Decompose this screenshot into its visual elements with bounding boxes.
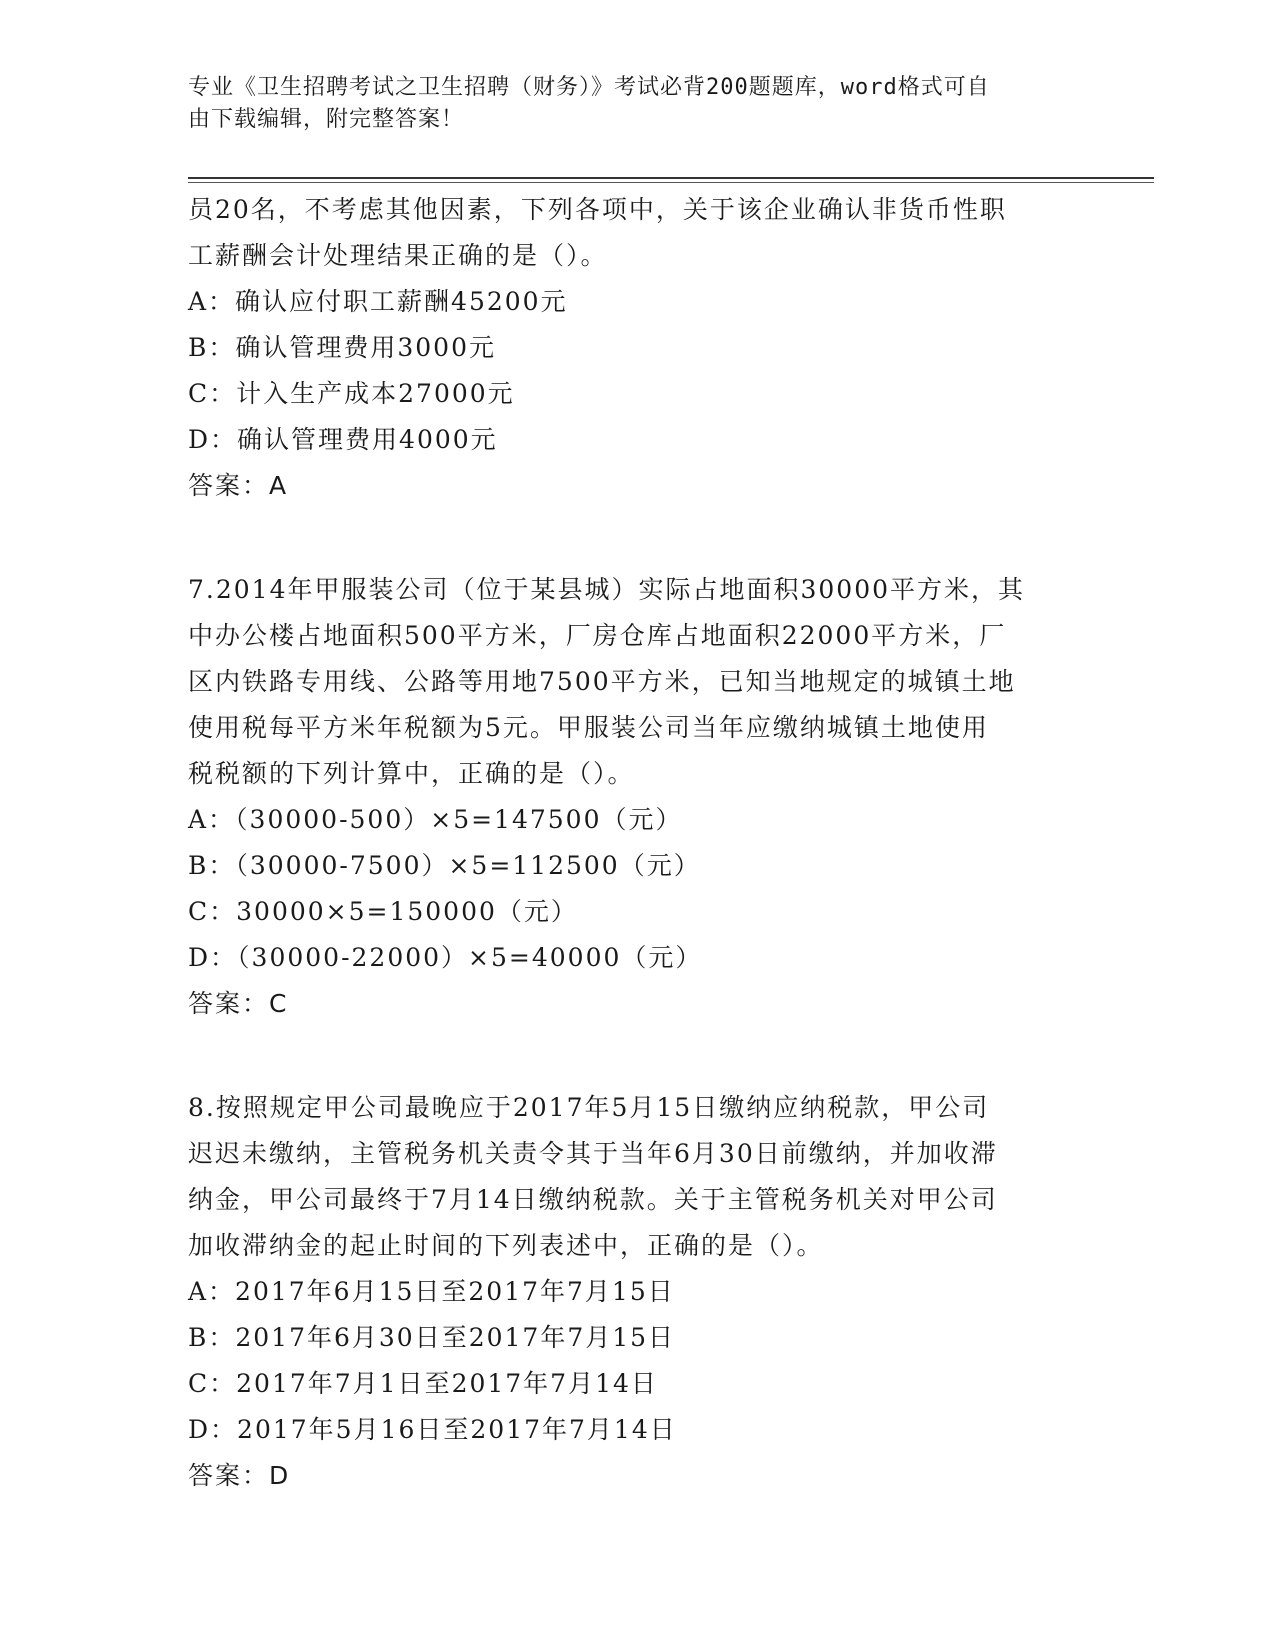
spacer: [188, 509, 1088, 567]
answer-line: 答案：D: [188, 1461, 291, 1490]
option-b: B：确认管理费用3000元: [188, 333, 496, 362]
question-6: [188, 187, 1088, 509]
option-d: D：2017年5月16日至2017年7月14日: [188, 1415, 677, 1444]
question-list: [188, 187, 1088, 1499]
question-text-line: 工薪酬会计处理结果正确的是（）。: [188, 241, 608, 270]
option-a: A：（30000-500）×5=147500（元）: [188, 805, 683, 834]
question-text-line: 加收滞纳金的起止时间的下列表述中，正确的是（）。: [188, 1231, 824, 1260]
question-7: [188, 567, 1088, 1027]
answer-line: 答案：C: [188, 989, 289, 1018]
question-text-line: 7.2014年甲服装公司（位于某县城）实际占地面积30000平方米，其: [188, 575, 1026, 604]
option-d: D：（30000-22000）×5=40000（元）: [188, 943, 703, 972]
question-text-line: 迟迟未缴纳，主管税务机关责令其于当年6月30日前缴纳，并加收滞: [188, 1139, 998, 1168]
header-divider: [188, 177, 1154, 179]
question-text-line: 使用税每平方米年税额为5元。甲服装公司当年应缴纳城镇土地使用: [188, 713, 989, 742]
question-text-line: 税税额的下列计算中，正确的是（）。: [188, 759, 635, 788]
question-text-line: 8.按照规定甲公司最晚应于2017年5月15日缴纳应纳税款，甲公司: [188, 1093, 990, 1122]
question-text-line: 中办公楼占地面积500平方米，厂房仓库占地面积22000平方米，厂: [188, 621, 1007, 650]
option-b: B：2017年6月30日至2017年7月15日: [188, 1323, 676, 1352]
option-c: C：30000×5=150000（元）: [188, 897, 578, 926]
option-d: D：确认管理费用4000元: [188, 425, 498, 454]
header-title-line-2: 由下载编辑，附完整答案！: [188, 107, 465, 132]
answer-line: 答案：A: [188, 471, 289, 500]
spacer: [188, 1027, 1088, 1085]
option-c: C：2017年7月1日至2017年7月14日: [188, 1369, 658, 1398]
option-a: A：2017年6月15日至2017年7月15日: [188, 1277, 675, 1306]
header-divider-thin: [188, 182, 1154, 183]
question-8: [188, 1085, 1088, 1499]
option-c: C：计入生产成本27000元: [188, 379, 515, 408]
header-title-line-1: 专业《卫生招聘考试之卫生招聘（财务）》考试必背200题题库，word格式可自: [188, 75, 990, 100]
option-a: A：确认应付职工薪酬45200元: [188, 287, 568, 316]
option-b: B：（30000-7500）×5=112500（元）: [188, 851, 701, 880]
question-text-line: 区内铁路专用线、公路等用地7500平方米，已知当地规定的城镇土地: [188, 667, 1016, 696]
question-text-line: 纳金，甲公司最终于7月14日缴纳税款。关于主管税务机关对甲公司: [188, 1185, 998, 1214]
question-text-line: 员20名，不考虑其他因素，下列各项中，关于该企业确认非货币性职: [188, 195, 1007, 224]
page-header: [188, 72, 1068, 136]
